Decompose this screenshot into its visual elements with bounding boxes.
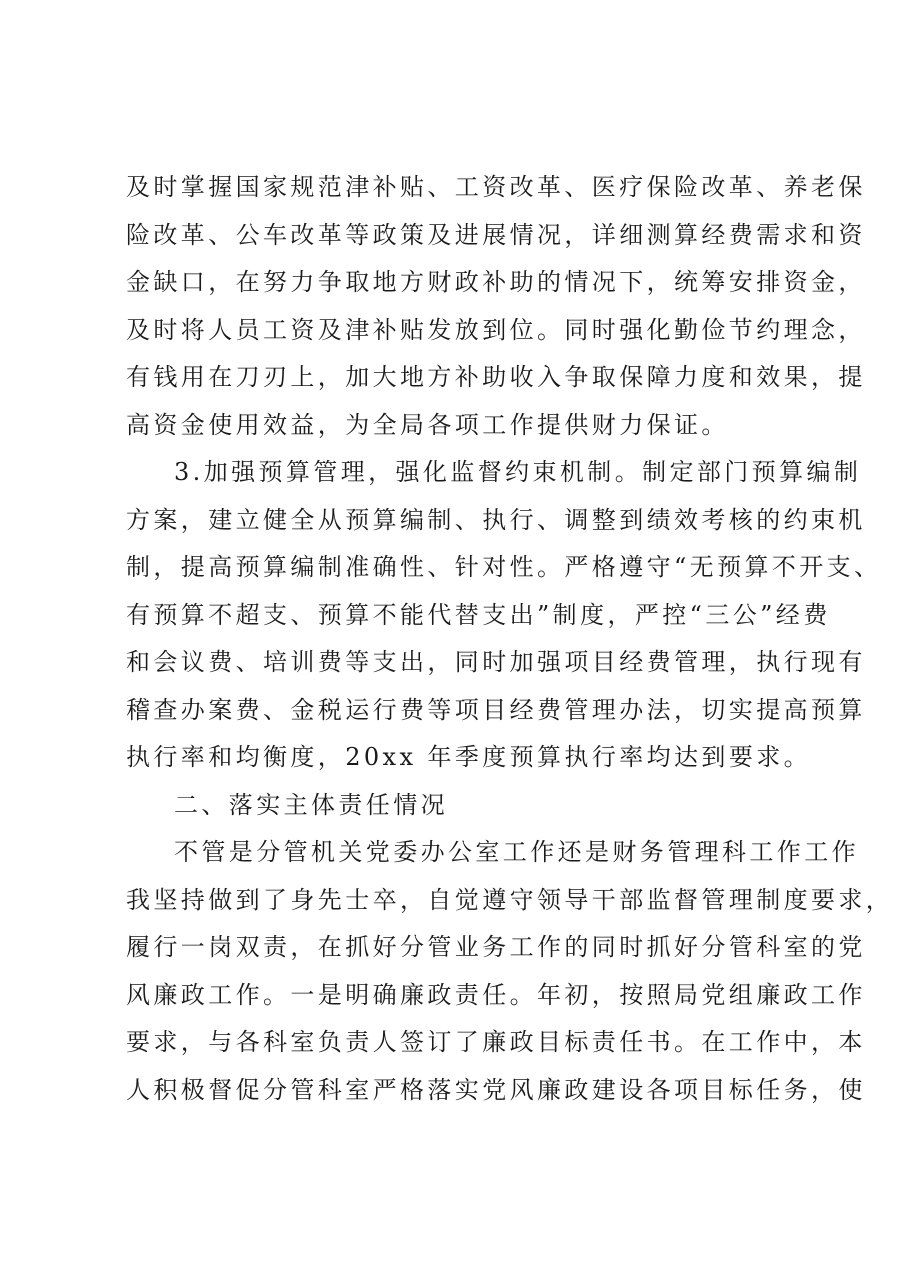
text-line: 人积极督促分管科室严格落实党风廉政建设各项目标任务，使 bbox=[126, 1075, 866, 1104]
text-line: 险改革、公车改革等政策及进展情况，详细测算经费需求和资 bbox=[126, 220, 866, 249]
text-line: 我坚持做到了身先士卒，自觉遵守领导干部监督管理制度要求， bbox=[126, 885, 894, 914]
text-line: 3.加强预算管理，强化监督约束机制。制定部门预算编制 bbox=[174, 458, 862, 486]
text-line: 和会议费、培训费等支出，同时加强项目经费管理，执行现有 bbox=[126, 648, 866, 676]
text-line: 不管是分管机关党委办公室工作还是财务管理科工作工作 bbox=[174, 838, 859, 866]
text-line: 方案，建立健全从预算编制、执行、调整到绩效考核的约束机 bbox=[126, 505, 866, 534]
document-body bbox=[126, 164, 894, 1114]
paragraph-funding bbox=[126, 164, 866, 449]
text-line: 有预算不超支、预算不能代替支出”制度，严控“三公”经费 bbox=[126, 600, 831, 629]
paragraph-budget-management bbox=[126, 449, 882, 782]
text-line: 及时将人员工资及津补贴发放到位。同时强化勤俭节约理念， bbox=[126, 315, 866, 344]
text-line: 高资金使用效益，为全局各项工作提供财力保证。 bbox=[126, 410, 729, 439]
text-line: 履行一岗双责，在抓好分管业务工作的同时抓好分管科室的党 bbox=[126, 933, 866, 961]
text-line: 及时掌握国家规范津补贴、工资改革、医疗保险改革、养老保 bbox=[126, 173, 866, 201]
paragraph-responsibility bbox=[126, 829, 894, 1114]
text-line: 要求，与各科室负责人签订了廉政目标责任书。在工作中，本 bbox=[126, 1028, 866, 1056]
text-line: 制，提高预算编制准确性、针对性。严格遵守“无预算不开支、 bbox=[126, 553, 882, 581]
text-line: 金缺口，在努力争取地方财政补助的情况下，统筹安排资金， bbox=[126, 268, 866, 296]
text-line: 有钱用在刀刃上，加大地方补助收入争取保障力度和效果，提 bbox=[126, 363, 866, 391]
text-line: 稽查办案费、金税运行费等项目经费管理办法，切实提高预算 bbox=[126, 695, 866, 724]
section-heading: 二、落实主体责任情况 bbox=[174, 790, 448, 819]
text-line: 风廉政工作。一是明确廉政责任。年初，按照局党组廉政工作 bbox=[126, 980, 866, 1009]
text-line: 执行率和均衡度，20xx 年季度预算执行率均达到要求。 bbox=[126, 743, 812, 771]
